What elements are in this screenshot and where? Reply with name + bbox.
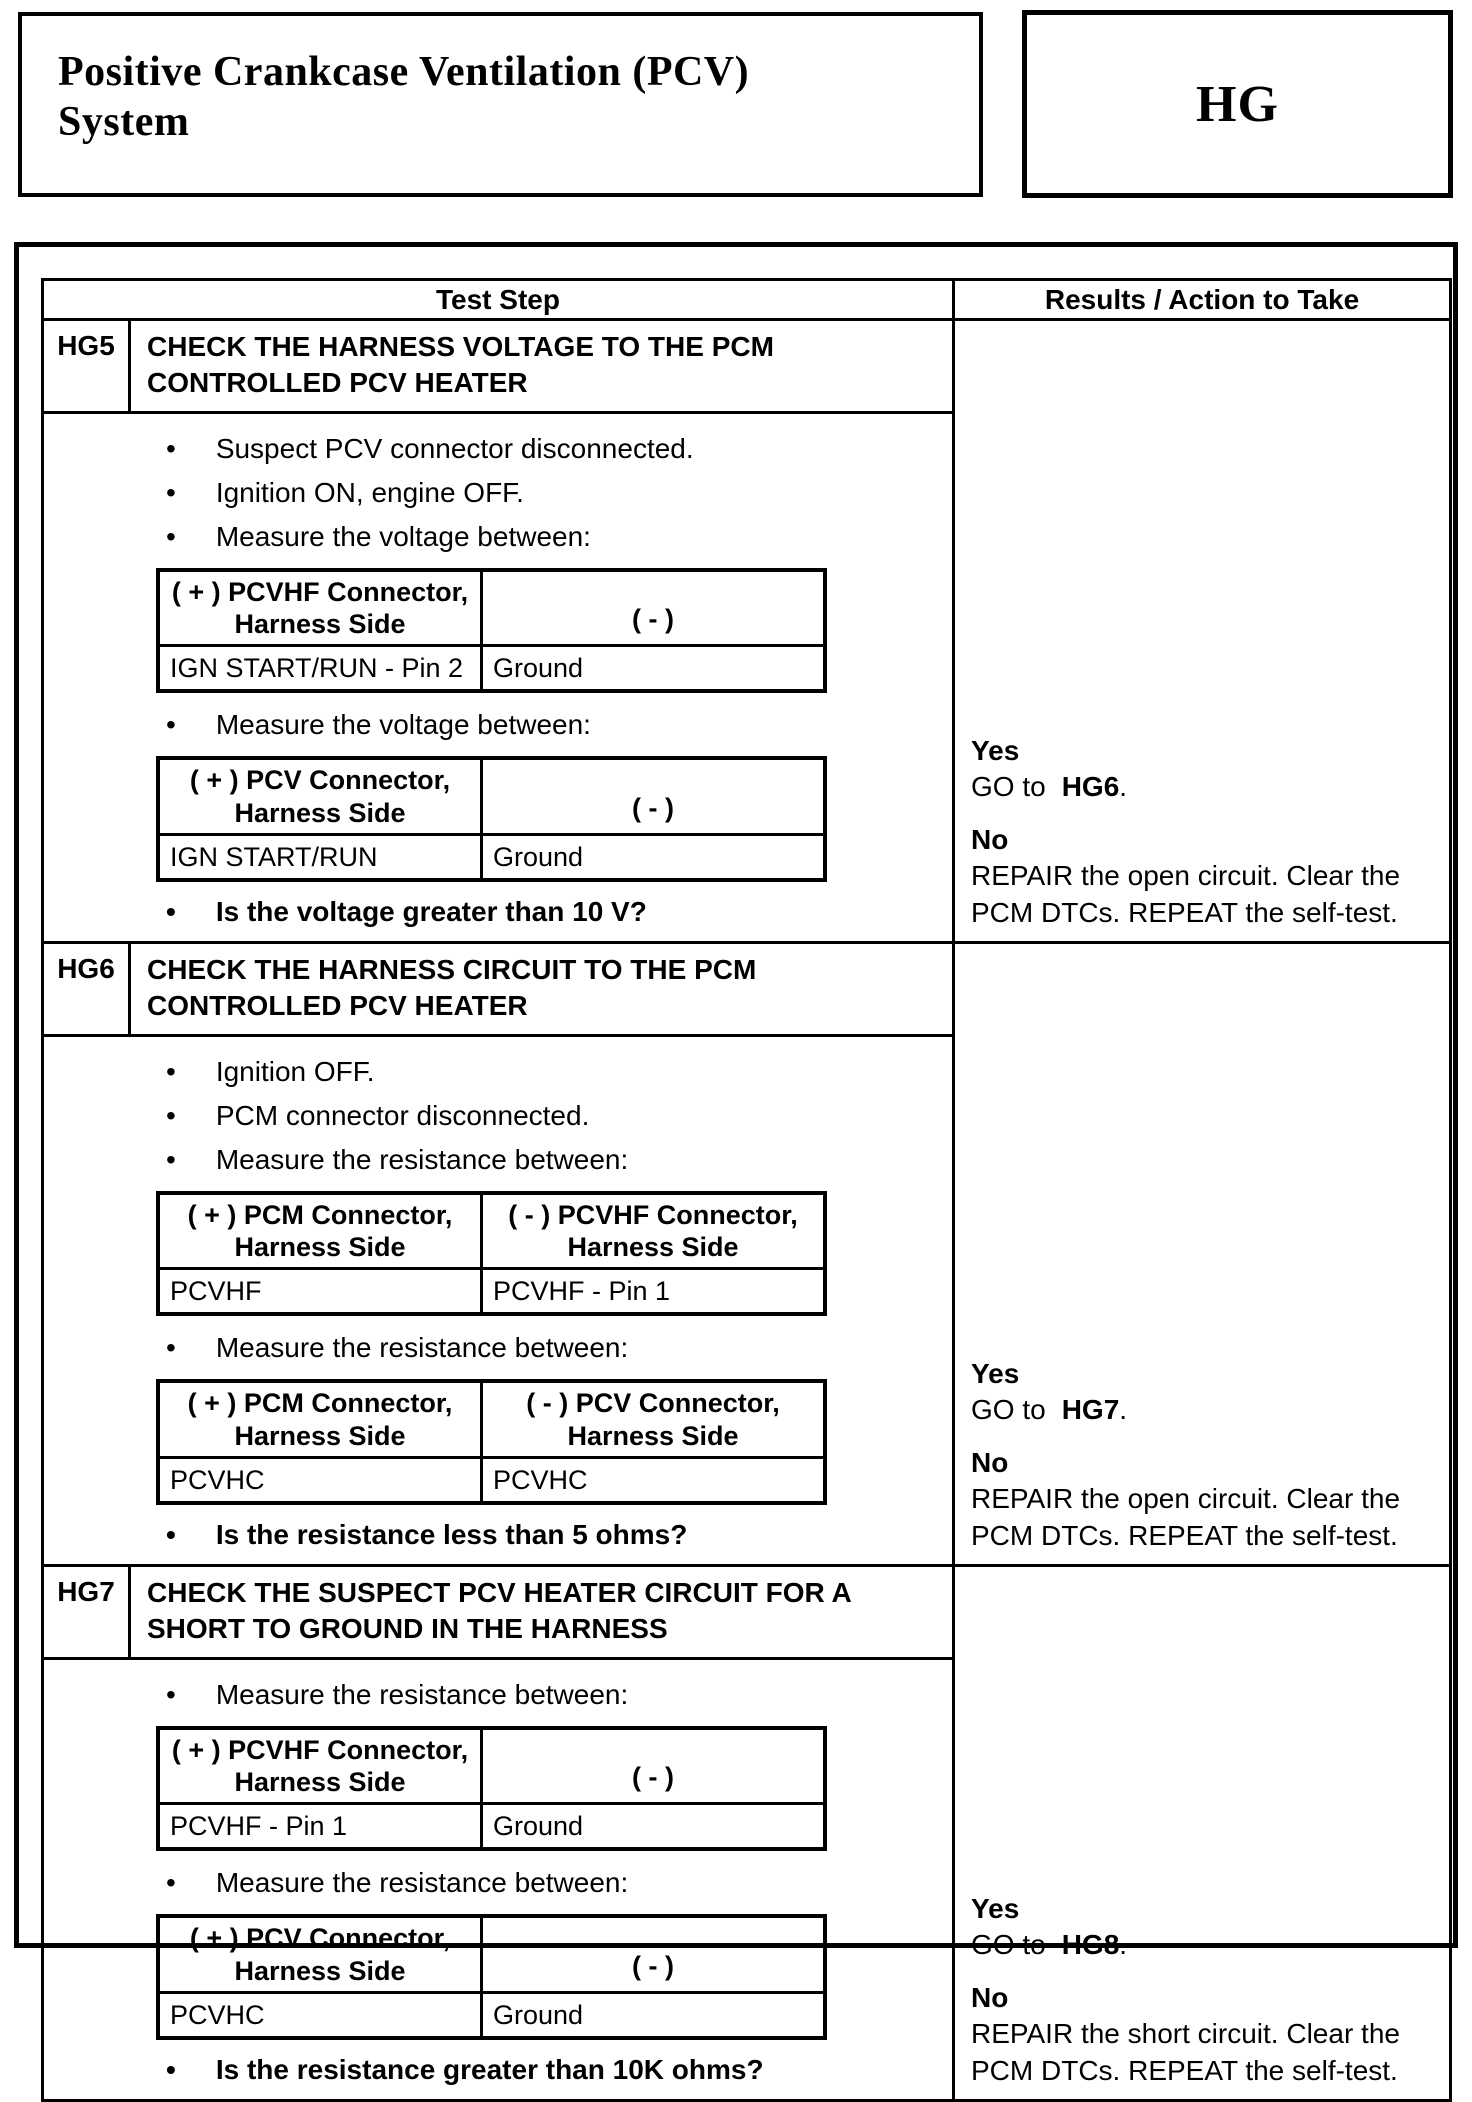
result-yes-label: Yes — [971, 735, 1020, 767]
negative-lead-value: Ground — [493, 1999, 584, 2030]
step-header-row — [44, 1567, 952, 1660]
negative-lead-value: PCVHF - Pin 1 — [493, 1275, 671, 1306]
positive-lead-header: ( + ) PCV Connector, Harness Side — [160, 760, 483, 833]
go-prefix: GO to — [971, 1929, 1046, 1961]
test-step-cell — [44, 321, 955, 941]
test-step-section-hg7 — [44, 1567, 1449, 2099]
go-prefix: GO to — [971, 771, 1046, 803]
measurement-table — [156, 1914, 827, 2040]
negative-lead-header: ( - ) — [632, 1950, 674, 1981]
table-header-row — [44, 281, 1449, 321]
step-id: HG5 — [44, 321, 131, 411]
step-body — [44, 1037, 952, 1564]
step-header-row — [44, 321, 952, 414]
main-border-box — [14, 242, 1458, 2086]
bullet-text: • Ignition OFF. — [215, 1055, 375, 1087]
step-title: CHECK THE HARNESS VOLTAGE TO THE PCM CONTROLLED PCV HEATER — [147, 331, 774, 398]
negative-lead-header: ( - ) — [632, 1761, 674, 1792]
measurement-table — [156, 756, 827, 882]
step-question — [44, 1517, 952, 1554]
positive-lead-value: PCVHC — [160, 1459, 483, 1501]
measurement-table-header — [160, 572, 823, 648]
bullet-text: • Measure the voltage between: — [215, 709, 591, 741]
step-title: CHECK THE HARNESS CIRCUIT TO THE PCM CONTROLLED PCV HEATER — [147, 953, 757, 1021]
bullet-text: • Measure the resistance between: — [215, 1867, 629, 1899]
results-cell — [955, 321, 1449, 941]
step-title: CHECK THE SUSPECT PCV HEATER CIRCUIT FOR A SHORT TO GROUND IN THE HARNESS — [147, 1576, 851, 1644]
result-no-action: REPAIR the open circuit. Clear the PCM DTCs. REPEAT the self-test. — [971, 860, 1401, 928]
positive-lead-value: IGN START/RUN — [160, 836, 483, 878]
step-id: HG7 — [44, 1567, 131, 1657]
positive-lead-header: ( + ) PCVHF Connector, Harness Side — [160, 572, 483, 645]
result-no-action: REPAIR the short circuit. Clear the PCM DTCs. REPEAT the self-test. — [971, 2018, 1400, 2086]
result-yes-action — [971, 1392, 1437, 1428]
negative-lead-header: ( - ) PCVHF Connector, Harness Side — [508, 1199, 798, 1262]
result-yes-action — [971, 769, 1437, 805]
bullet-item — [44, 1865, 952, 1902]
go-suffix: . — [1119, 1929, 1128, 1961]
measurement-table-header — [160, 1383, 823, 1459]
bullet-item — [44, 1330, 952, 1367]
positive-lead-header: ( + ) PCM Connector, Harness Side — [160, 1195, 483, 1268]
negative-lead-value: Ground — [493, 841, 584, 872]
positive-lead-value: PCVHF — [160, 1270, 483, 1312]
go-suffix: . — [1119, 771, 1128, 803]
measurement-table — [156, 1379, 827, 1505]
bullet-text: • Measure the resistance between: — [215, 1678, 629, 1710]
result-no-label: No — [971, 1981, 1009, 2013]
negative-lead-header: ( - ) PCV Connector, Harness Side — [526, 1388, 780, 1451]
column-header-results: Results / Action to Take — [1044, 283, 1360, 315]
test-step-section-hg5 — [44, 321, 1449, 944]
question-text: • Is the voltage greater than 10 V? — [215, 896, 647, 928]
negative-lead-value: PCVHC — [493, 1464, 588, 1495]
bullet-text: • Measure the resistance between: — [215, 1332, 629, 1364]
result-yes-label: Yes — [971, 1893, 1020, 1925]
go-target-step: HG8 — [1061, 1929, 1120, 1961]
step-question — [44, 2052, 952, 2089]
measurement-table-row — [160, 1270, 823, 1312]
section-code-box — [1022, 10, 1453, 198]
question-text: • Is the resistance less than 5 ohms? — [215, 1519, 688, 1551]
positive-lead-header: ( + ) PCVHF Connector, Harness Side — [160, 1730, 483, 1803]
bullet-item — [44, 1098, 952, 1135]
measurement-table-row — [160, 1805, 823, 1847]
results-cell — [955, 1567, 1449, 2099]
measurement-table-header — [160, 760, 823, 836]
result-yes-label: Yes — [971, 1358, 1020, 1390]
bullet-text: • Suspect PCV connector disconnected. — [215, 432, 694, 464]
bullet-item — [44, 475, 952, 512]
measurement-table-header — [160, 1918, 823, 1994]
test-step-section-hg6 — [44, 944, 1449, 1567]
question-text: • Is the resistance greater than 10K ohms? — [215, 2054, 764, 2086]
step-id: HG6 — [44, 944, 131, 1034]
positive-lead-header: ( + ) PCV Connector, Harness Side — [160, 1918, 483, 1991]
positive-lead-value: PCVHC — [160, 1994, 483, 2036]
bullet-text: • Ignition ON, engine OFF. — [215, 476, 524, 508]
measurement-table-header — [160, 1195, 823, 1271]
step-question — [44, 894, 952, 931]
measurement-table — [156, 1191, 827, 1317]
step-body — [44, 1660, 952, 2099]
positive-lead-header: ( + ) PCM Connector, Harness Side — [160, 1383, 483, 1456]
measurement-table — [156, 568, 827, 694]
go-suffix: . — [1119, 1394, 1128, 1426]
test-step-cell — [44, 944, 955, 1564]
negative-lead-header: ( - ) — [632, 603, 674, 634]
page-title: Positive Crankcase Ventilation (PCV) System — [58, 49, 750, 145]
measurement-table-row — [160, 1994, 823, 2036]
pinpoint-test-table — [41, 278, 1452, 2102]
bullet-item — [44, 519, 952, 556]
measurement-table-row — [160, 836, 823, 878]
test-step-cell — [44, 1567, 955, 2099]
negative-lead-value: Ground — [493, 652, 584, 683]
measurement-table-header — [160, 1730, 823, 1806]
page-title-box — [18, 12, 983, 197]
result-no-label: No — [971, 823, 1009, 855]
go-target-step: HG6 — [1061, 771, 1120, 803]
bullet-text: • Measure the voltage between: — [215, 520, 591, 552]
result-no-label: No — [971, 1446, 1009, 1478]
bullet-item — [44, 1142, 952, 1179]
go-target-step: HG7 — [1061, 1394, 1120, 1426]
measurement-table-row — [160, 1459, 823, 1501]
bullet-text: • Measure the resistance between: — [215, 1143, 629, 1175]
step-header-row — [44, 944, 952, 1037]
result-no-action: REPAIR the open circuit. Clear the PCM DTCs. REPEAT the self-test. — [971, 1483, 1401, 1551]
go-prefix: GO to — [971, 1394, 1046, 1426]
measurement-table — [156, 1726, 827, 1852]
column-header-test-step: Test Step — [44, 281, 955, 318]
bullet-item — [44, 1054, 952, 1091]
results-cell — [955, 944, 1449, 1564]
result-yes-action — [971, 1927, 1437, 1963]
negative-lead-value: Ground — [493, 1810, 584, 1841]
bullet-item — [44, 707, 952, 744]
bullet-item — [44, 431, 952, 468]
negative-lead-header: ( - ) — [632, 792, 674, 823]
positive-lead-value: PCVHF - Pin 1 — [160, 1805, 483, 1847]
measurement-table-row — [160, 647, 823, 689]
step-body — [44, 414, 952, 941]
bullet-text: • PCM connector disconnected. — [215, 1099, 590, 1131]
section-code: HG — [1196, 75, 1279, 133]
bullet-item — [44, 1677, 952, 1714]
positive-lead-value: IGN START/RUN - Pin 2 — [160, 647, 483, 689]
